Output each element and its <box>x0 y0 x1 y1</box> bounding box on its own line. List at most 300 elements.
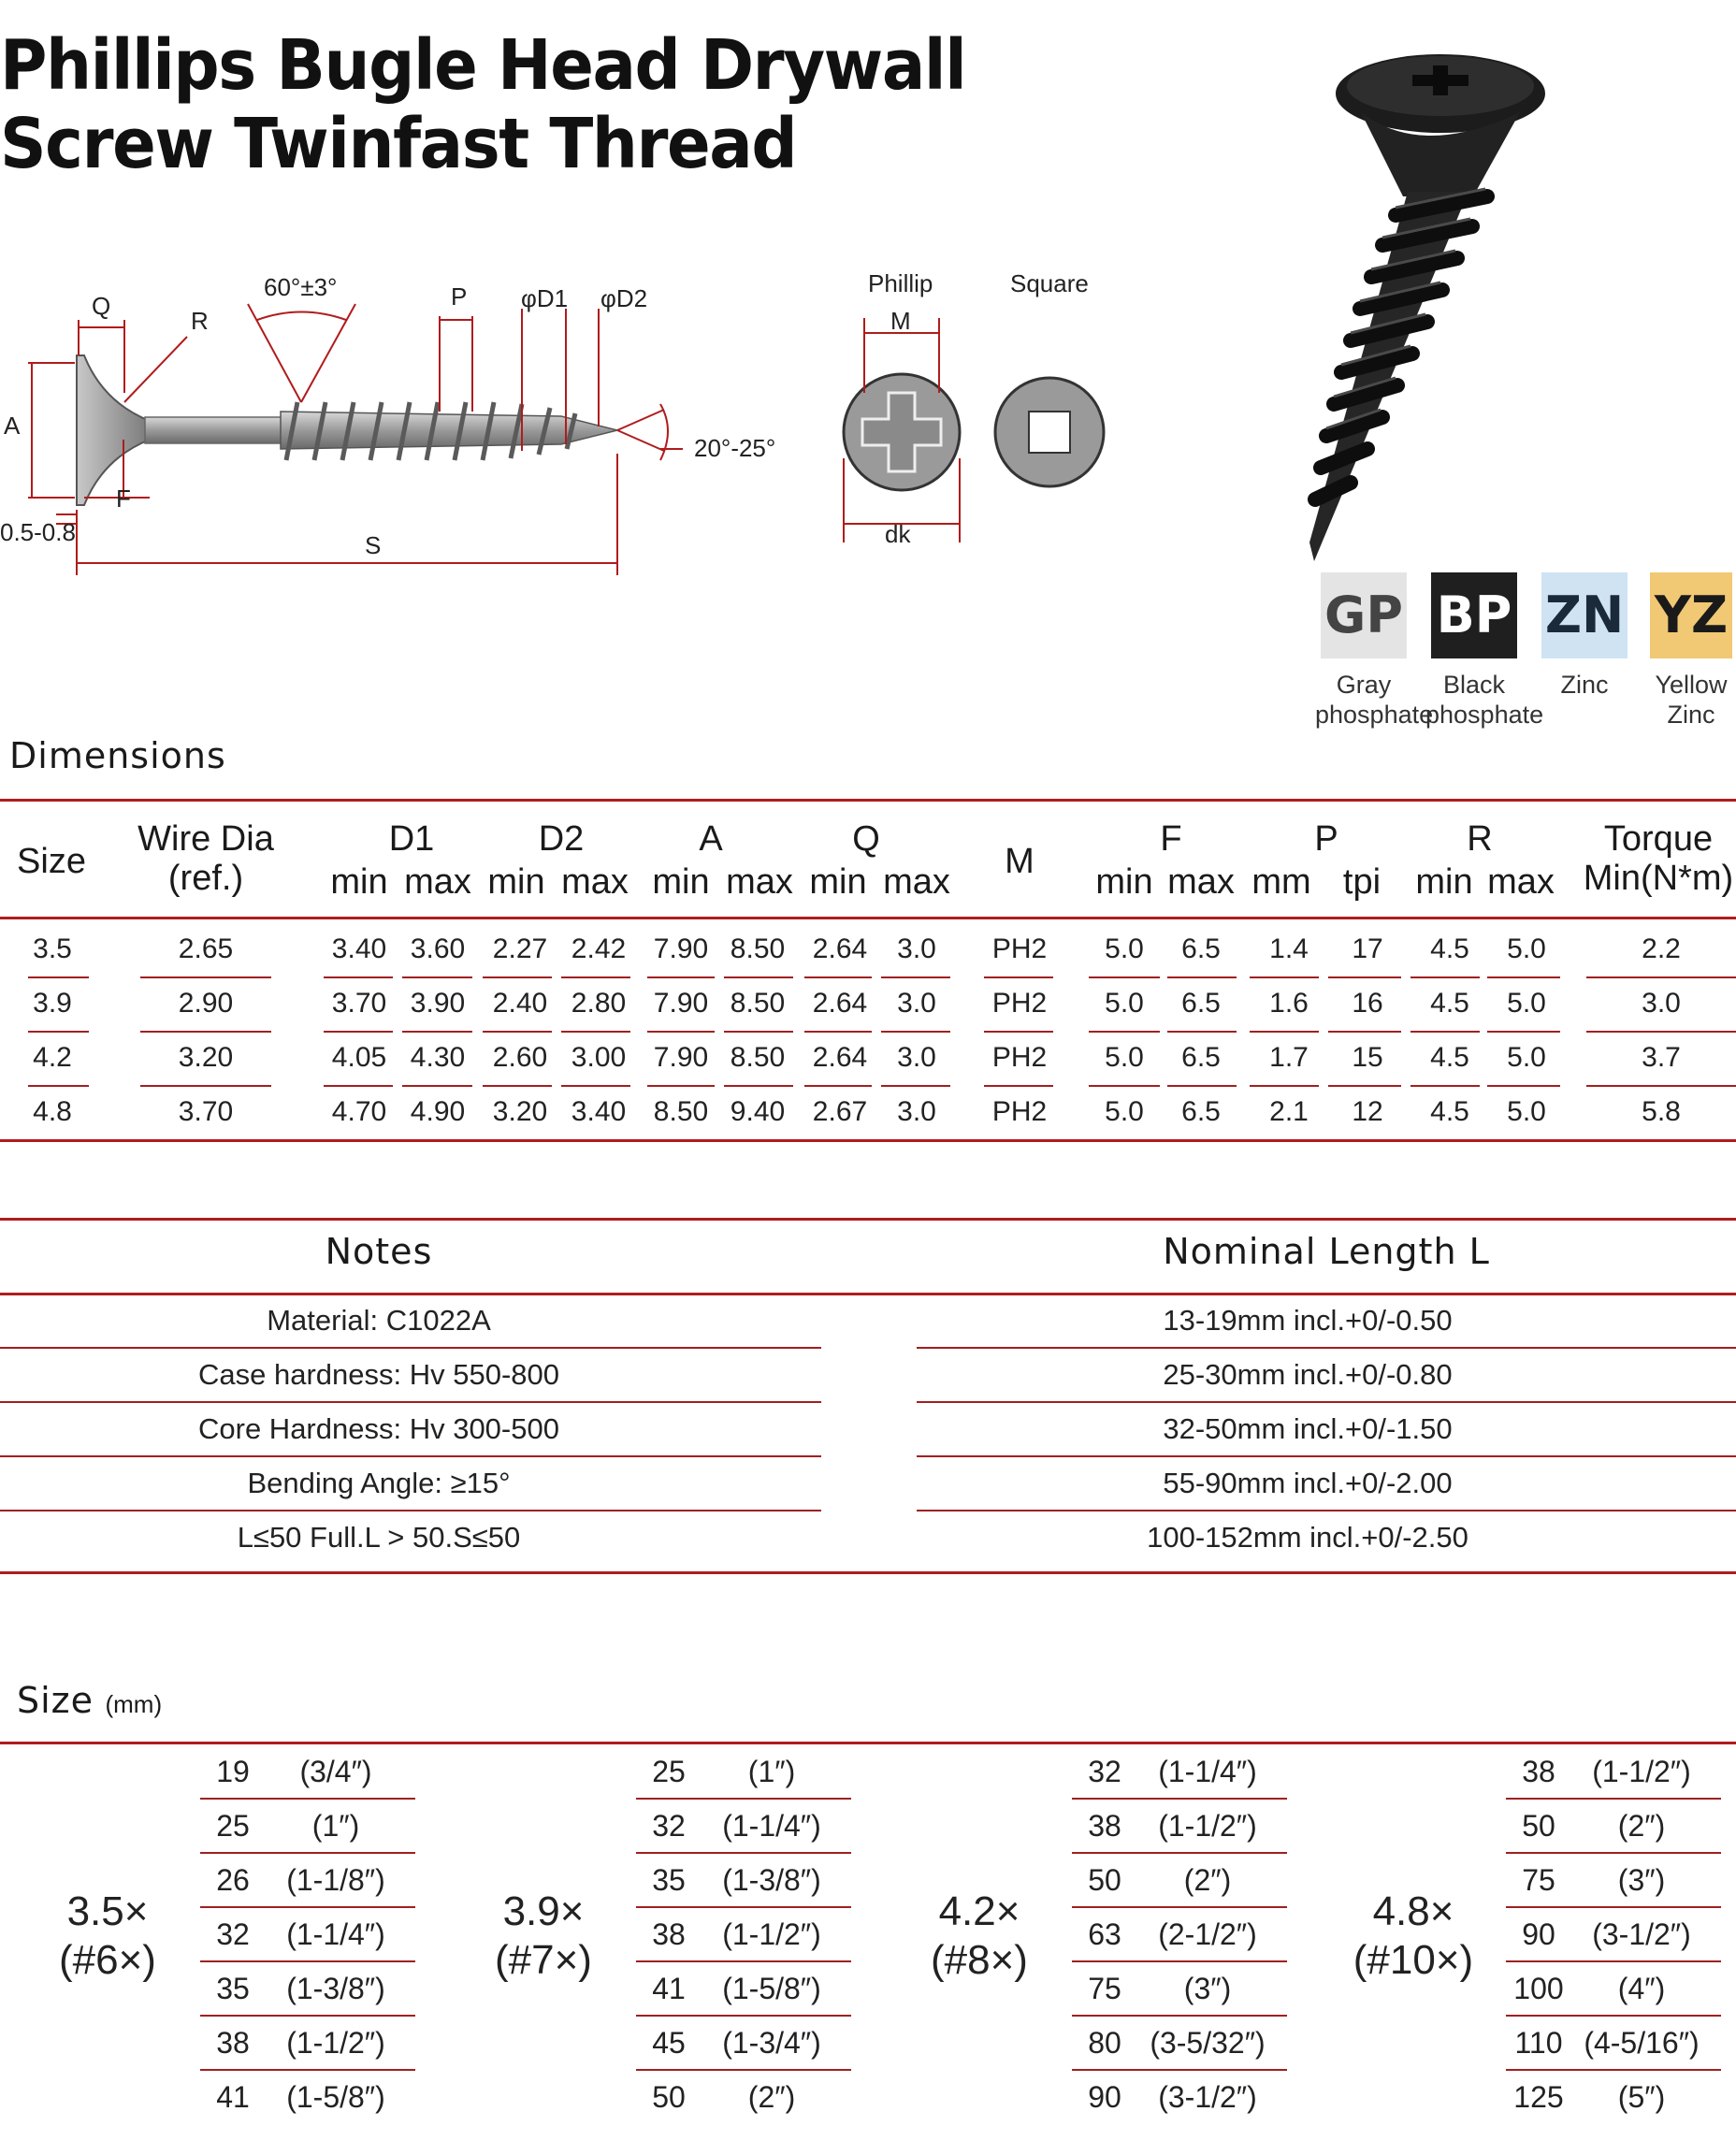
size-length-rule <box>1072 2015 1287 2017</box>
size-length-item <box>636 1972 851 2006</box>
size-length-inch: (1-3/8″) <box>286 1972 385 2005</box>
dim-row-rule <box>1586 976 1736 978</box>
size-length-item <box>1072 1809 1287 1844</box>
dim-row-rule <box>1089 1031 1160 1033</box>
subhdr-f-min: min <box>1095 862 1153 902</box>
size-length-rule <box>200 1852 415 1854</box>
note-item: Core Hardness: Hv 300-500 <box>198 1412 559 1445</box>
dim-cell: PH2 <box>991 988 1048 1019</box>
size-length-rule <box>636 1852 851 1854</box>
label-thickness: 0.5-0.8 <box>0 518 76 546</box>
subhdr-p-mm: mm <box>1251 862 1311 902</box>
dim-cell: 2.65 <box>178 933 234 964</box>
dim-cell: 8.50 <box>730 1042 786 1073</box>
size-length-rule <box>636 2015 851 2017</box>
dim-cell: 5.0 <box>1507 1042 1546 1073</box>
hdr-torque-1: Torque <box>1603 819 1714 859</box>
size-length-item <box>1072 1917 1287 1952</box>
size-length-rule <box>1072 2069 1287 2071</box>
size-length-mm: 32 <box>1088 1755 1121 1788</box>
size-length-mm: 50 <box>652 2080 686 2114</box>
finish-zn <box>1536 572 1633 700</box>
dim-row-rule <box>984 1085 1053 1087</box>
dim-cell: 3.0 <box>1642 988 1681 1019</box>
notes-top-rule <box>0 1218 1736 1221</box>
size-length-inch: (1-1/2″) <box>1158 1809 1257 1843</box>
dim-cell: 2.64 <box>812 933 868 964</box>
dim-row-rule <box>324 976 393 978</box>
label-s: S <box>365 531 382 559</box>
size-length-inch: (1-5/8″) <box>722 1972 821 2005</box>
dim-row-rule <box>561 976 630 978</box>
dim-row-rule <box>881 1031 950 1033</box>
dimensions-heading: Dimensions <box>9 735 226 776</box>
finish-gp-code: GP <box>1321 572 1407 658</box>
finish-gp <box>1315 572 1434 730</box>
dim-cell: 8.50 <box>653 1096 709 1127</box>
dim-row-rule <box>984 976 1053 978</box>
dim-row-rule <box>483 1031 552 1033</box>
size-length-inch: (5″) <box>1617 2080 1666 2114</box>
dim-row-rule <box>1328 1085 1401 1087</box>
nominal-length-item: 32-50mm incl.+0/-1.50 <box>1163 1412 1453 1445</box>
size-length-item <box>636 2080 851 2115</box>
note-item: Material: C1022A <box>267 1304 491 1337</box>
size-top-rule <box>0 1742 1736 1744</box>
size-length-inch: (2″) <box>1183 1863 1232 1897</box>
dim-row-rule <box>881 976 950 978</box>
nominal-length-item: 13-19mm incl.+0/-0.50 <box>1163 1304 1453 1337</box>
subhdr-a-max: max <box>726 862 793 902</box>
size-length-mm: 75 <box>1522 1863 1555 1897</box>
dim-row-rule <box>140 976 271 978</box>
dim-cell: 2.64 <box>812 1042 868 1073</box>
dim-row-rule <box>804 1031 872 1033</box>
size-length-rule <box>1072 1960 1287 1962</box>
dim-cell: 3.70 <box>331 988 387 1019</box>
dim-cell: 2.40 <box>492 988 548 1019</box>
dim-cell: 2.2 <box>1642 933 1681 964</box>
size-length-inch: (3-1/2″) <box>1592 1917 1691 1951</box>
dim-cell: 8.50 <box>730 988 786 1019</box>
hdr-q: Q <box>852 819 880 859</box>
label-tip-angle: 20°-25° <box>694 434 776 462</box>
dim-cell: 8.50 <box>730 933 786 964</box>
size-group-diameter: 4.8× <box>1372 1888 1454 1934</box>
size-length-rule <box>1506 1960 1721 1962</box>
dim-cell: 3.7 <box>1642 1042 1681 1073</box>
label-p: P <box>451 282 468 311</box>
size-length-item <box>1072 1755 1287 1789</box>
dim-cell: 5.0 <box>1105 1042 1144 1073</box>
subhdr-r-min: min <box>1415 862 1473 902</box>
hdr-m: M <box>1005 842 1034 881</box>
size-length-item <box>200 1863 415 1898</box>
size-group-diameter: 4.2× <box>938 1888 1020 1934</box>
size-length-inch: (1-1/8″) <box>286 1863 385 1897</box>
subhdr-f-max: max <box>1167 862 1235 902</box>
dim-cell: 3.20 <box>178 1042 234 1073</box>
dim-cell: 12 <box>1352 1096 1383 1127</box>
note-rule <box>0 1347 821 1349</box>
finish-yz <box>1646 572 1736 730</box>
dim-cell: 2.1 <box>1269 1096 1309 1127</box>
dim-row-rule <box>402 1031 472 1033</box>
size-length-mm: 80 <box>1088 2026 1121 2060</box>
dim-row-rule <box>1250 1085 1319 1087</box>
size-length-inch: (1-1/2″) <box>1592 1755 1691 1788</box>
dim-cell: 3.70 <box>178 1096 234 1127</box>
size-length-inch: (2-1/2″) <box>1158 1917 1257 1951</box>
subhdr-a-min: min <box>652 862 710 902</box>
size-length-item <box>636 2026 851 2061</box>
size-length-mm: 50 <box>1522 1809 1555 1843</box>
note-item: Case hardness: Hv 550-800 <box>197 1358 559 1391</box>
dim-cell: 6.5 <box>1181 1096 1221 1127</box>
dim-row-rule <box>483 976 552 978</box>
dim-cell: 2.60 <box>492 1042 548 1073</box>
size-length-inch: (1-1/2″) <box>722 1917 821 1951</box>
size-length-item <box>636 1809 851 1844</box>
nominal-length-rule <box>917 1510 1736 1511</box>
dim-cell: 3.0 <box>897 1042 936 1073</box>
size-length-inch: (3-5/32″) <box>1150 2026 1266 2060</box>
hdr-p: P <box>1314 819 1338 859</box>
dim-cell: 16 <box>1352 988 1383 1019</box>
dim-cell: 6.5 <box>1181 1042 1221 1073</box>
hdr-f: F <box>1160 819 1182 859</box>
finish-bp-code: BP <box>1431 572 1517 658</box>
dim-cell: 3.60 <box>410 933 466 964</box>
dim-cell: 3.00 <box>571 1042 627 1073</box>
size-heading <box>17 1680 162 1721</box>
size-length-item <box>200 2080 415 2115</box>
size-group-label <box>1343 1887 1483 1985</box>
size-length-rule <box>200 2015 415 2017</box>
dim-row-rule <box>1487 1031 1560 1033</box>
size-group-gauge: (#8×) <box>931 1937 1028 1983</box>
size-length-rule <box>1072 1798 1287 1800</box>
size-length-item <box>200 2026 415 2061</box>
dim-row-rule <box>1487 976 1560 978</box>
dim-row-rule <box>1250 976 1319 978</box>
nominal-length-heading: Nominal Length L <box>1163 1231 1490 1272</box>
dim-cell: 3.0 <box>897 988 936 1019</box>
size-length-item <box>1072 2026 1287 2061</box>
screw-head-shape <box>77 355 150 505</box>
dim-cell: 4.5 <box>1430 1042 1469 1073</box>
hdr-torque-2: Min(N*m) <box>1583 859 1734 898</box>
size-group-gauge: (#6×) <box>59 1937 156 1983</box>
dim-cell: 4.90 <box>410 1096 466 1127</box>
nominal-length-rule <box>917 1401 1736 1403</box>
nominal-length-rule <box>917 1347 1736 1349</box>
subhdr-r-max: max <box>1487 862 1555 902</box>
dim-cell: 4.30 <box>410 1042 466 1073</box>
note-rule <box>0 1510 821 1511</box>
dim-row-rule <box>804 1085 872 1087</box>
dim-row-rule <box>402 1085 472 1087</box>
dim-cell: 4.2 <box>33 1042 72 1073</box>
size-length-rule <box>1072 1906 1287 1908</box>
size-length-rule <box>1506 2015 1721 2017</box>
finish-bp <box>1425 572 1544 730</box>
phillip-drive-drawing <box>844 318 960 542</box>
dim-cell: 7.90 <box>653 988 709 1019</box>
size-length-mm: 50 <box>1088 1863 1121 1897</box>
dim-cell: PH2 <box>991 1042 1048 1073</box>
dim-cell: 5.0 <box>1105 933 1144 964</box>
size-length-mm: 35 <box>652 1863 686 1897</box>
nominal-length-item: 100-152mm incl.+0/-2.50 <box>1147 1521 1468 1554</box>
size-length-mm: 25 <box>216 1809 250 1843</box>
dim-cell: 3.5 <box>33 933 72 964</box>
size-heading-unit: (mm) <box>105 1690 163 1718</box>
dim-row-rule <box>647 1031 715 1033</box>
size-length-item <box>1506 1917 1721 1952</box>
dim-cell: 2.27 <box>492 933 548 964</box>
size-length-inch: (1-1/4″) <box>286 1917 385 1951</box>
size-length-inch: (2″) <box>1617 1809 1666 1843</box>
size-length-mm: 41 <box>652 1972 686 2005</box>
dim-row-rule <box>140 1085 271 1087</box>
title-line-1: Phillips Bugle Head Drywall <box>0 25 966 106</box>
finish-zn-code: ZN <box>1541 572 1628 658</box>
size-length-mm: 63 <box>1088 1917 1121 1951</box>
size-length-inch: (3-1/2″) <box>1158 2080 1257 2114</box>
dim-cell: 2.64 <box>812 988 868 1019</box>
size-length-inch: (1-1/4″) <box>1158 1755 1257 1788</box>
size-length-rule <box>1506 2069 1721 2071</box>
size-length-mm: 100 <box>1513 1972 1564 2005</box>
dim-cell: 3.0 <box>897 933 936 964</box>
dim-row-rule <box>647 1085 715 1087</box>
hdr-wire-1: Wire Dia <box>137 819 274 859</box>
finish-bp-name: Black phosphate <box>1425 671 1544 729</box>
size-length-item <box>1072 1863 1287 1898</box>
dim-cell: 17 <box>1352 933 1383 964</box>
dim-cell: 1.7 <box>1269 1042 1309 1073</box>
finish-zn-name: Zinc <box>1560 671 1609 699</box>
note-item: L≤50 Full.L > 50.S≤50 <box>237 1521 521 1554</box>
subhdr-q-min: min <box>809 862 867 902</box>
label-dk: dk <box>885 520 911 548</box>
title-line-2: Screw Twinfast Thread <box>0 104 797 184</box>
size-length-item <box>1506 1972 1721 2006</box>
label-q: Q <box>92 292 111 320</box>
size-group-diameter: 3.5× <box>66 1888 149 1934</box>
dim-cell: 5.0 <box>1507 933 1546 964</box>
size-length-rule <box>1506 1906 1721 1908</box>
dim-row-rule <box>804 976 872 978</box>
hdr-r: R <box>1467 819 1493 859</box>
size-length-mm: 35 <box>216 1972 250 2005</box>
nominal-length-item: 55-90mm incl.+0/-2.00 <box>1163 1467 1453 1499</box>
size-length-rule <box>200 1798 415 1800</box>
size-length-inch: (1″) <box>311 1809 360 1843</box>
dim-row-rule <box>561 1031 630 1033</box>
dim-cell: 3.90 <box>410 988 466 1019</box>
size-length-inch: (1-3/8″) <box>722 1863 821 1897</box>
dim-row-rule <box>1089 976 1160 978</box>
size-heading-label: Size <box>17 1680 94 1721</box>
dim-cell: 3.40 <box>331 933 387 964</box>
size-length-mm: 19 <box>216 1755 250 1788</box>
dim-cell: 4.8 <box>33 1096 72 1127</box>
note-rule <box>0 1455 821 1457</box>
size-length-mm: 38 <box>1088 1809 1121 1843</box>
dim-row-rule <box>1089 1085 1160 1087</box>
hdr-d2: D2 <box>538 819 585 859</box>
dim-cell: 3.0 <box>897 1096 936 1127</box>
dim-cell: 6.5 <box>1181 988 1221 1019</box>
screw-shank-shape <box>145 417 285 443</box>
dim-cell: 15 <box>1352 1042 1383 1073</box>
subhdr-d1-min: min <box>330 862 388 902</box>
finish-yz-code: YZ <box>1650 572 1732 658</box>
dim-cell: 4.5 <box>1430 933 1469 964</box>
size-length-rule <box>636 2069 851 2071</box>
dim-cell: 9.40 <box>730 1096 786 1127</box>
dim-cell: 4.05 <box>331 1042 387 1073</box>
size-length-mm: 75 <box>1088 1972 1121 2005</box>
size-length-rule <box>200 2069 415 2071</box>
dim-row-rule <box>28 976 89 978</box>
size-length-mm: 38 <box>216 2026 250 2060</box>
dim-cell: 2.67 <box>812 1096 868 1127</box>
size-length-mm: 38 <box>1522 1755 1555 1788</box>
dim-row-rule <box>881 1085 950 1087</box>
label-d2: φD2 <box>600 284 648 312</box>
dim-row-rule <box>1410 1031 1480 1033</box>
size-length-item <box>1506 1755 1721 1789</box>
dim-cell: 3.40 <box>571 1096 627 1127</box>
size-length-item <box>1506 1809 1721 1844</box>
size-group-gauge: (#10×) <box>1353 1937 1474 1983</box>
size-length-inch: (1-1/2″) <box>286 2026 385 2060</box>
dim-row-rule <box>724 1085 793 1087</box>
size-length-rule <box>1506 1798 1721 1800</box>
dim-cell: 5.0 <box>1105 988 1144 1019</box>
dim-cell: 7.90 <box>653 1042 709 1073</box>
dim-row-rule <box>402 976 472 978</box>
dim-cell: PH2 <box>991 933 1048 964</box>
subhdr-d1-max: max <box>404 862 471 902</box>
square-drive-drawing <box>995 378 1104 486</box>
dim-row-rule <box>324 1085 393 1087</box>
size-length-inch: (1-1/4″) <box>722 1809 821 1843</box>
dim-row-rule <box>1410 976 1480 978</box>
dim-row-rule <box>724 1031 793 1033</box>
size-length-rule <box>1506 1852 1721 1854</box>
label-m: M <box>890 307 911 335</box>
dim-cell: 3.9 <box>33 988 72 1019</box>
subhdr-d2-min: min <box>487 862 545 902</box>
notes-header-rule <box>0 1293 1736 1295</box>
label-angle: 60°±3° <box>264 273 338 301</box>
dim-row-rule <box>483 1085 552 1087</box>
dim-cell: 2.42 <box>571 933 627 964</box>
size-length-rule <box>200 1960 415 1962</box>
finish-yz-name: Yellow Zinc <box>1655 671 1728 729</box>
dim-cell: 2.80 <box>571 988 627 1019</box>
dim-row-rule <box>1167 976 1237 978</box>
dim-row-rule <box>140 1031 271 1033</box>
dim-cell: 3.20 <box>492 1096 548 1127</box>
size-length-inch: (2″) <box>747 2080 796 2114</box>
dim-row-rule <box>984 1031 1053 1033</box>
dim-row-rule <box>1586 1085 1736 1087</box>
dim-cell: 1.6 <box>1269 988 1309 1019</box>
dim-row-rule <box>1328 976 1401 978</box>
dim-cell: 5.0 <box>1507 988 1546 1019</box>
size-length-item <box>636 1863 851 1898</box>
dim-row-rule <box>1167 1031 1237 1033</box>
dim-cell: 5.0 <box>1507 1096 1546 1127</box>
size-length-inch: (1-3/4″) <box>722 2026 821 2060</box>
size-length-item <box>200 1755 415 1789</box>
nominal-length-rule <box>917 1455 1736 1457</box>
dim-row-rule <box>1328 1031 1401 1033</box>
nominal-length-item: 25-30mm incl.+0/-0.80 <box>1163 1358 1453 1391</box>
dim-row-rule <box>1410 1085 1480 1087</box>
size-length-item <box>1072 2080 1287 2115</box>
size-group-label <box>473 1887 614 1985</box>
size-length-rule <box>200 1906 415 1908</box>
hdr-size: Size <box>17 842 86 881</box>
size-length-item <box>1072 1972 1287 2006</box>
hdr-d1: D1 <box>388 819 435 859</box>
dim-cell: 2.90 <box>178 988 234 1019</box>
dim-cell: 5.8 <box>1642 1096 1681 1127</box>
size-length-inch: (1″) <box>747 1755 796 1788</box>
size-length-item <box>1506 1863 1721 1898</box>
size-group-diameter: 3.9× <box>502 1888 585 1934</box>
subhdr-q-max: max <box>883 862 950 902</box>
size-length-rule <box>1072 1852 1287 1854</box>
dim-row-rule <box>647 976 715 978</box>
size-length-rule <box>636 1960 851 1962</box>
dimensions-top-rule <box>0 799 1736 802</box>
note-rule <box>0 1401 821 1403</box>
finish-gp-name: Gray phosphate <box>1315 671 1434 729</box>
size-length-rule <box>636 1798 851 1800</box>
dim-cell: 5.0 <box>1105 1096 1144 1127</box>
label-d1: φD1 <box>521 284 569 312</box>
label-r: R <box>191 307 209 335</box>
size-length-item <box>636 1755 851 1789</box>
size-length-item <box>200 1972 415 2006</box>
size-length-mm: 45 <box>652 2026 686 2060</box>
label-a: A <box>4 412 21 440</box>
dim-cell: 1.4 <box>1269 933 1309 964</box>
size-group-gauge: (#7×) <box>495 1937 592 1983</box>
label-phillip: Phillip <box>868 269 933 297</box>
size-length-mm: 32 <box>216 1917 250 1951</box>
size-length-inch: (3/4″) <box>299 1755 372 1788</box>
notes-heading: Notes <box>325 1231 433 1272</box>
dim-cell: 6.5 <box>1181 933 1221 964</box>
size-length-item <box>1506 2080 1721 2115</box>
size-length-inch: (3″) <box>1617 1863 1666 1897</box>
subhdr-d2-max: max <box>561 862 629 902</box>
dim-row-rule <box>1487 1085 1560 1087</box>
size-length-inch: (3″) <box>1183 1972 1232 2005</box>
dim-cell: 7.90 <box>653 933 709 964</box>
dim-row-rule <box>1167 1085 1237 1087</box>
size-length-mm: 38 <box>652 1917 686 1951</box>
dim-row-rule <box>561 1085 630 1087</box>
